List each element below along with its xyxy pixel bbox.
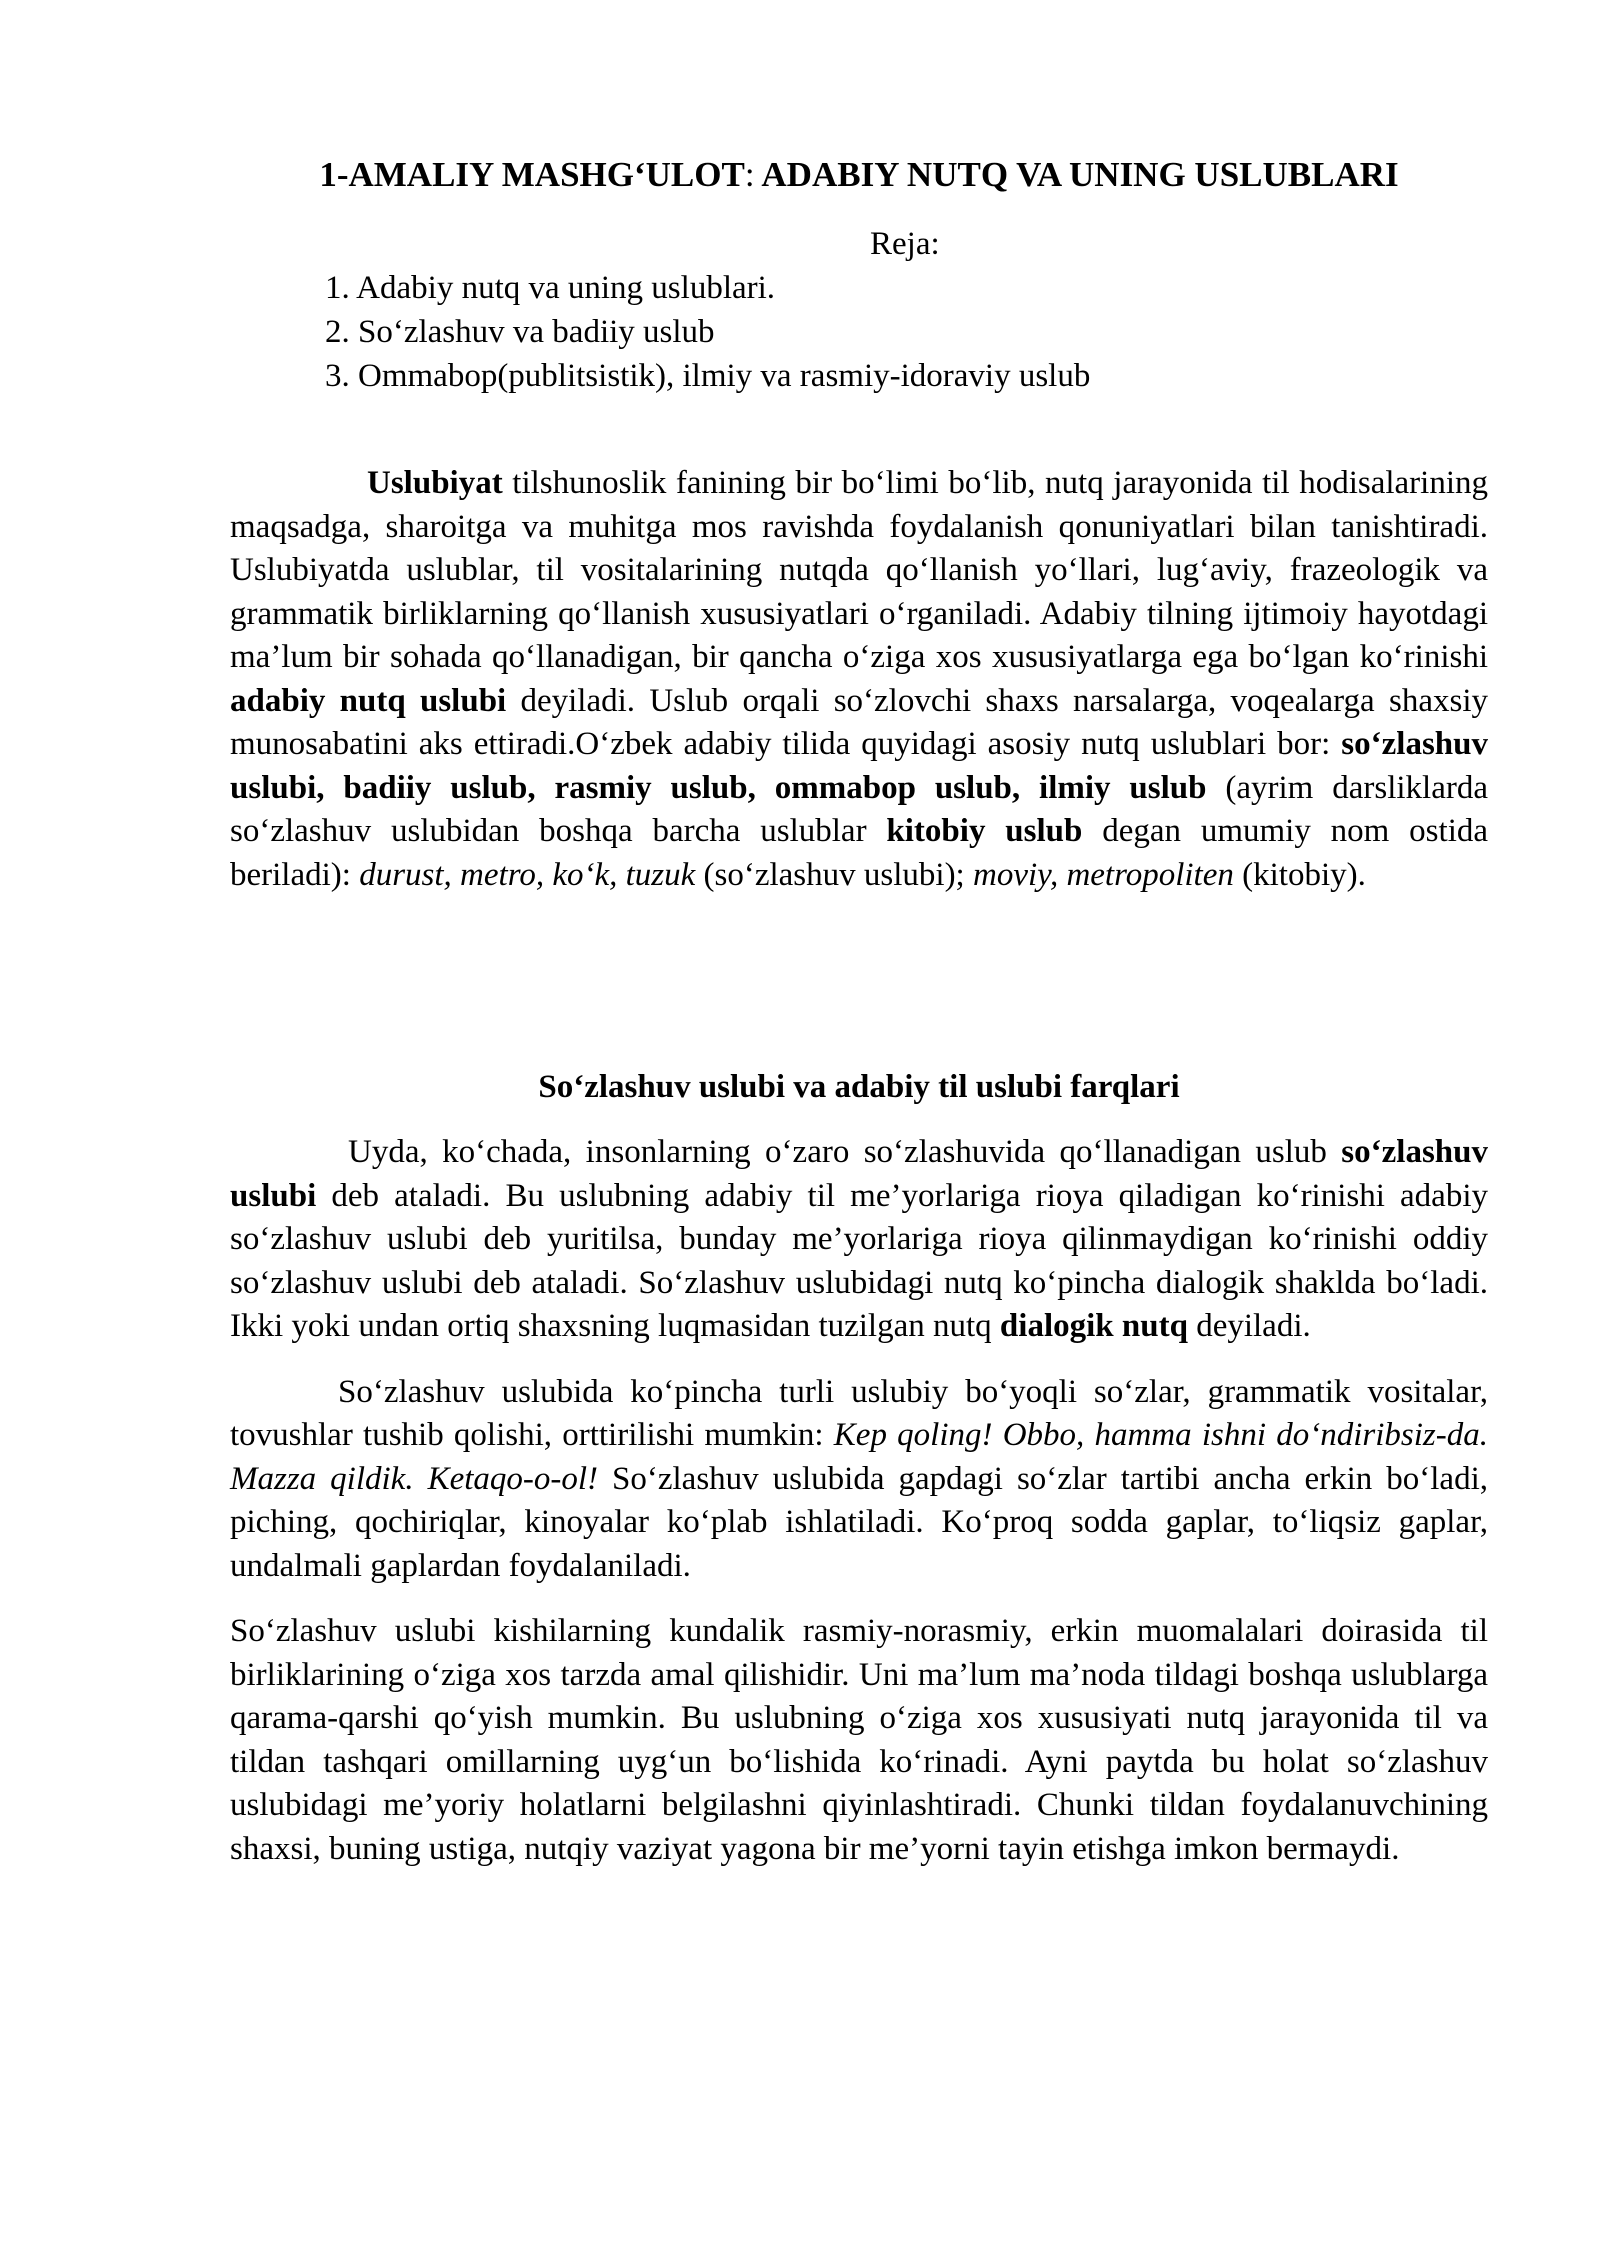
term-adabiy-nutq-uslubi: adabiy nutq uslubi xyxy=(230,682,507,719)
example-bookish: moviy, metropoliten xyxy=(972,856,1234,893)
plan-label: Reja: xyxy=(870,226,940,262)
paragraph-text: deb ataladi. Bu uslubning adabiy til me’yorlariga rioya qiladigan ko‘rinishi adabiy so‘zlashuv uslubi deb yuritilsa, bunday me’yorlariga rioya qilinmaydigan ko‘rinishi oddiy so‘zlashuv uslubi deb ataladi. So‘zlashuv uslubidagi nutq ko‘pincha dialogik shaklda bo‘ladi. Ikki yoki undan ortiq shaxsning luqmasidan tuzilgan nutq xyxy=(230,1177,1488,1344)
paragraph-features xyxy=(230,1371,1488,1589)
plan-item: 3. Ommabop(publitsistik), ilmiy va rasmiy-idoraviy uslub xyxy=(325,358,1091,394)
paragraph-text: tilshunoslik fanining bir bo‘limi bo‘lib, nutq jarayonida til hodisalarining maqsadga, sharoitga va muhitga mos ravishda foydalanish qonuniyatlari bilan tanishtiradi. Uslubiyatda uslublar, til vositalarining nutqda qo‘llanish yo‘llari, lug‘aviy, frazeologik va grammatik birliklarning qo‘llanish xususiyatlari o‘rganiladi. Adabiy tilning ijtimoiy hayotdagi ma’lum bir sohada qo‘llanadigan, bir qancha o‘ziga xos xususiyatlarga ega bo‘lgan ko‘rinishi xyxy=(230,465,1488,675)
plan-item: 1. Adabiy nutq va uning uslublari. xyxy=(325,270,776,306)
paragraph-text: (ayrim darsliklarda so‘zlashuv uslubidan boshqa barcha uslublar xyxy=(230,769,1489,849)
paragraph-text: So‘zlashuv uslubida gapdagi so‘zlar tartibi ancha erkin bo‘ladi, piching, qochiriqlar, kinoyalar ko‘plab ishlatiladi. Ko‘proq sodda gaplar, to‘liqsiz gaplar, undalmali gaplardan foydalaniladi. xyxy=(230,1460,1488,1584)
term-sozlashuv-uslubi: so‘zlashuv uslubi xyxy=(230,1134,1488,1214)
paragraph-definition: So‘zlashuv uslubi kishilarning kundalik rasmiy-norasmiy, erkin muomalalari doirasida til birliklarining o‘ziga xos tarzda amal qilishidir. Uni ma’lum ma’noda tildagi boshqa uslublarga qarama-qarshi qo‘yish mumkin. Bu uslubning o‘ziga xos xususiyati nutq jarayonida til va tildan tashqari omillarning uyg‘un bo‘lishida ko‘rinadi. Ayni paytda bu holat so‘zlashuv uslubidagi me’yoriy holatlarni belgilashni qiyinlashtiradi. Chunki tildan foydalanuvchining shaxsi, buning ustiga, nutqiy vaziyat yagona bir me’yorni tayin etishga imkon bermaydi. xyxy=(230,1613,1488,1867)
paragraph-text: So‘zlashuv uslubida ko‘pincha turli uslubiy bo‘yoqli so‘zlar, grammatik vositalar, tovushlar tushib qolishi, orttirilishi mumkin: xyxy=(230,1373,1488,1453)
paragraph-text: Uyda, ko‘chada, insonlarning o‘zaro so‘zlashuvida qo‘llanadigan uslub xyxy=(348,1134,1342,1170)
section-heading: So‘zlashuv uslubi va adabiy til uslubi farqlari xyxy=(538,1069,1180,1105)
paragraph-soʻzlashuv-uslubi xyxy=(230,1131,1488,1349)
plan-list xyxy=(230,266,1488,398)
plan-item: 2. So‘zlashuv va badiiy uslub xyxy=(325,314,715,350)
title-colon: : xyxy=(744,155,755,194)
paragraph-text: (so‘zlashuv uslubi); xyxy=(695,856,973,893)
paragraph-text: deyiladi. xyxy=(1187,1308,1311,1344)
paragraph-uslubiyat xyxy=(230,462,1488,897)
example-phrases: Kep qoling! Obbo, hamma ishni do‘ndiribsiz-da. Mazza qildik. Ketaqo-o-ol! xyxy=(230,1417,1488,1497)
term-dialogik-nutq: dialogik nutq xyxy=(999,1308,1188,1344)
term-uslubiyat: Uslubiyat xyxy=(367,465,503,501)
document-page xyxy=(230,150,1488,1871)
title-part-1: 1-AMALIY MASHG‘ULOT xyxy=(319,155,745,194)
example-colloquial: durust, metro, ko‘k, tuzuk xyxy=(359,856,696,893)
paragraph-text: deyiladi. Uslub orqali so‘zlovchi shaxs narsalarga, voqealarga shaxsiy munosabatini aks ettiradi.O‘zbek adabiy tilida quyidagi asosiy nutq uslublari bor: xyxy=(230,682,1488,762)
paragraph-text: (kitobiy). xyxy=(1233,856,1366,893)
page-title xyxy=(230,150,1488,200)
title-part-2: ADABIY NUTQ VA UNING USLUBLARI xyxy=(754,155,1399,194)
paragraph-text: degan umumiy nom ostida beriladi): xyxy=(230,813,1489,893)
term-style-list: so‘zlashuv uslubi, badiiy uslub, rasmiy uslub, ommabop uslub, ilmiy uslub xyxy=(230,726,1488,806)
term-kitobiy-uslub: kitobiy uslub xyxy=(886,813,1083,849)
